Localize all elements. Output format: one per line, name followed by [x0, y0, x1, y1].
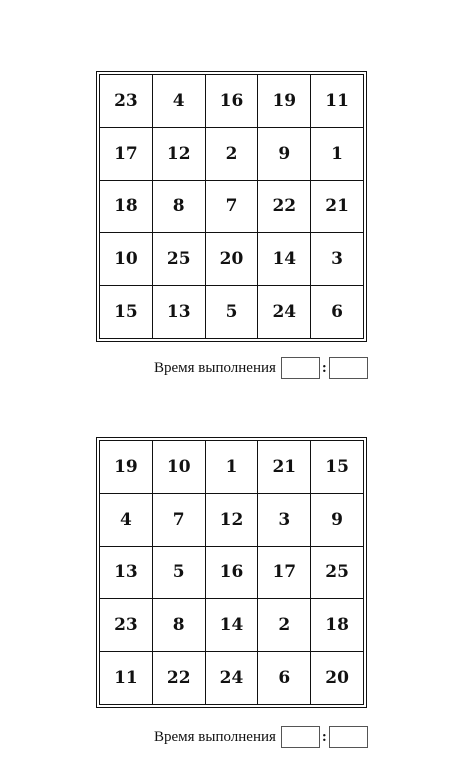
grid-cell[interactable]: 22 [152, 652, 205, 705]
grid-cell[interactable]: 9 [258, 127, 311, 180]
table-row [100, 127, 364, 180]
table-row [100, 546, 364, 599]
table-row [100, 599, 364, 652]
table-row [100, 180, 364, 233]
grid-cell[interactable]: 5 [205, 286, 258, 339]
grid-cell[interactable]: 7 [152, 493, 205, 546]
grid-cell[interactable]: 9 [311, 493, 364, 546]
time-separator: : [321, 359, 327, 376]
grid-cell[interactable]: 10 [100, 233, 153, 286]
grid-cell[interactable]: 1 [205, 441, 258, 494]
grid-cell[interactable]: 4 [152, 75, 205, 128]
grid-cell[interactable]: 12 [152, 127, 205, 180]
grid-cell[interactable]: 16 [205, 546, 258, 599]
grid-cell[interactable]: 17 [258, 546, 311, 599]
grid-cell[interactable]: 8 [152, 180, 205, 233]
grid-cell[interactable]: 22 [258, 180, 311, 233]
grid-cell[interactable]: 24 [205, 652, 258, 705]
seconds-input[interactable] [329, 726, 368, 748]
grid-cell[interactable]: 6 [311, 286, 364, 339]
execution-time-label: Время выполнения [154, 728, 276, 745]
grid-cell[interactable]: 15 [100, 286, 153, 339]
grid-cell[interactable]: 7 [205, 180, 258, 233]
table-row [100, 286, 364, 339]
table-row [100, 493, 364, 546]
grid-cell[interactable]: 10 [152, 441, 205, 494]
execution-time-label: Время выполнения [154, 359, 276, 376]
schulte-table-2 [96, 437, 367, 708]
seconds-input[interactable] [329, 357, 368, 379]
schulte-table-1 [96, 71, 367, 342]
minutes-input[interactable] [281, 726, 320, 748]
grid-cell[interactable]: 18 [100, 180, 153, 233]
table-row [100, 652, 364, 705]
number-grid [99, 74, 364, 339]
execution-time-2 [154, 725, 368, 749]
grid-cell[interactable]: 2 [258, 599, 311, 652]
grid-cell[interactable]: 21 [258, 441, 311, 494]
table-row [100, 75, 364, 128]
grid-cell[interactable]: 21 [311, 180, 364, 233]
grid-cell[interactable]: 5 [152, 546, 205, 599]
table-row [100, 233, 364, 286]
execution-time-1 [154, 356, 368, 380]
grid-cell[interactable]: 16 [205, 75, 258, 128]
number-grid [99, 440, 364, 705]
grid-cell[interactable]: 2 [205, 127, 258, 180]
grid-cell[interactable]: 11 [311, 75, 364, 128]
grid-cell[interactable]: 19 [100, 441, 153, 494]
grid-cell[interactable]: 25 [311, 546, 364, 599]
grid-cell[interactable]: 3 [311, 233, 364, 286]
grid-cell[interactable]: 25 [152, 233, 205, 286]
grid-cell[interactable]: 4 [100, 493, 153, 546]
grid-cell[interactable]: 14 [205, 599, 258, 652]
table-row [100, 441, 364, 494]
grid-cell[interactable]: 20 [205, 233, 258, 286]
grid-cell[interactable]: 20 [311, 652, 364, 705]
grid-cell[interactable]: 23 [100, 599, 153, 652]
grid-cell[interactable]: 3 [258, 493, 311, 546]
grid-cell[interactable]: 19 [258, 75, 311, 128]
grid-cell[interactable]: 13 [100, 546, 153, 599]
grid-cell[interactable]: 17 [100, 127, 153, 180]
grid-cell[interactable]: 23 [100, 75, 153, 128]
minutes-input[interactable] [281, 357, 320, 379]
grid-cell[interactable]: 1 [311, 127, 364, 180]
grid-cell[interactable]: 18 [311, 599, 364, 652]
grid-cell[interactable]: 8 [152, 599, 205, 652]
grid-cell[interactable]: 24 [258, 286, 311, 339]
grid-cell[interactable]: 11 [100, 652, 153, 705]
grid-cell[interactable]: 15 [311, 441, 364, 494]
grid-cell[interactable]: 14 [258, 233, 311, 286]
time-separator: : [321, 728, 327, 745]
grid-cell[interactable]: 13 [152, 286, 205, 339]
grid-cell[interactable]: 6 [258, 652, 311, 705]
grid-cell[interactable]: 12 [205, 493, 258, 546]
